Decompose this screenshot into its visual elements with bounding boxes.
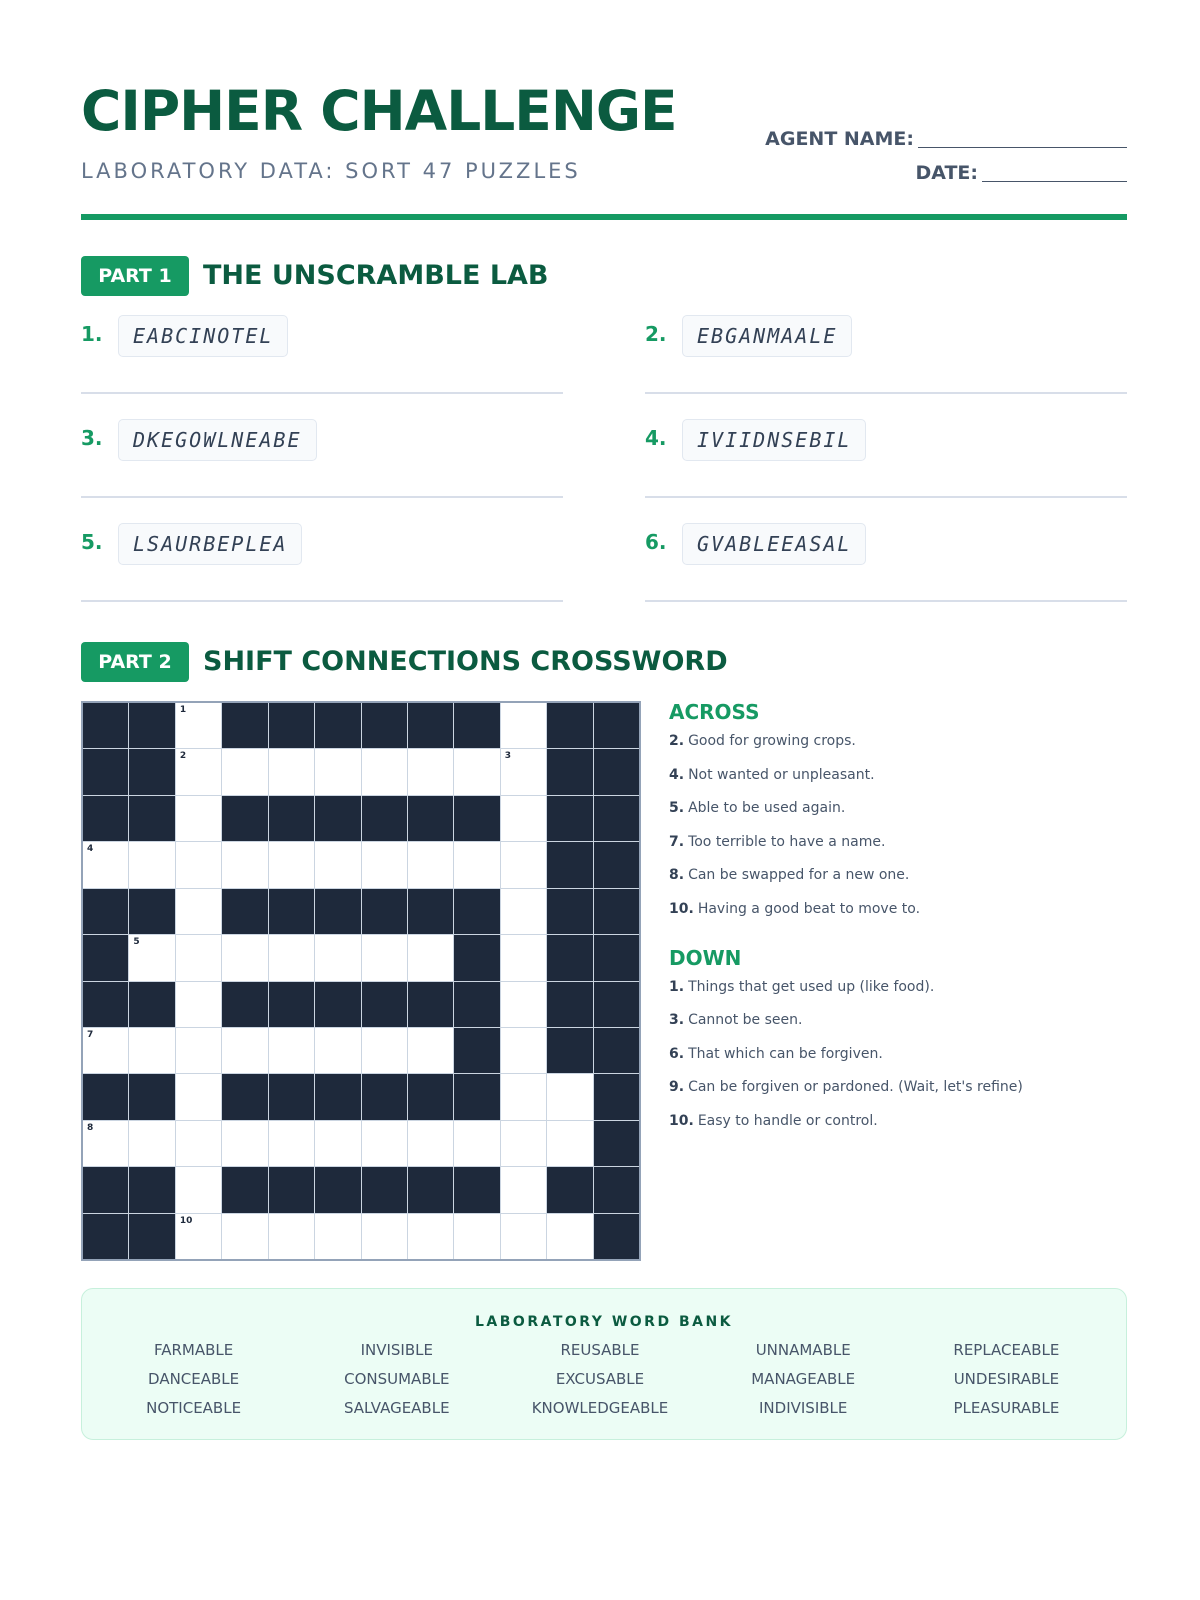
crossword-block xyxy=(83,703,128,748)
page-subtitle: LABORATORY DATA: SORT 47 PUZZLES xyxy=(81,159,581,183)
crossword-cell[interactable] xyxy=(315,935,360,980)
crossword-cell[interactable] xyxy=(362,842,407,887)
crossword-block xyxy=(315,1074,360,1119)
crossword-cell[interactable] xyxy=(269,1214,314,1259)
clue-text: Good for growing crops. xyxy=(688,733,856,749)
crossword-block xyxy=(83,889,128,934)
across-clue xyxy=(669,799,1149,817)
crossword-block xyxy=(454,935,499,980)
cell-number: 1 xyxy=(179,705,187,715)
date-label: DATE: xyxy=(915,162,978,184)
crossword-block xyxy=(269,982,314,1027)
crossword-block xyxy=(129,889,174,934)
down-clue xyxy=(669,1112,1149,1130)
word-bank-item: CONSUMABLE xyxy=(344,1370,450,1388)
clue-text: Things that get used up (like food). xyxy=(688,978,935,995)
crossword-block xyxy=(408,796,453,841)
crossword-cell[interactable] xyxy=(501,1028,546,1073)
agent-name-field[interactable] xyxy=(765,128,1127,150)
clue-text: Having a good beat to move to. xyxy=(697,900,921,917)
crossword-block xyxy=(129,749,174,794)
crossword-block xyxy=(315,889,360,934)
crossword-cell[interactable] xyxy=(222,842,267,887)
crossword-cell[interactable] xyxy=(83,1121,128,1166)
unscramble-item[interactable] xyxy=(645,416,1127,498)
clue-number: 4. xyxy=(669,766,685,783)
crossword-cell[interactable] xyxy=(501,703,546,748)
crossword-block xyxy=(269,1167,314,1212)
crossword-block xyxy=(594,1167,639,1212)
clue-number: 10. xyxy=(669,900,694,917)
down-clue xyxy=(669,1045,1149,1063)
crossword-cell[interactable] xyxy=(83,1028,128,1073)
crossword-cell[interactable] xyxy=(501,935,546,980)
crossword-block xyxy=(594,1121,639,1166)
crossword-block xyxy=(269,1074,314,1119)
word-bank-item: EXCUSABLE xyxy=(555,1370,645,1388)
crossword-cell[interactable] xyxy=(222,1028,267,1073)
crossword-cell[interactable] xyxy=(129,842,174,887)
crossword-cell[interactable] xyxy=(315,842,360,887)
clue-text: Not wanted or unpleasant. xyxy=(688,766,875,783)
item-number: 5. xyxy=(81,530,103,554)
crossword-block xyxy=(129,1167,174,1212)
crossword-block xyxy=(547,889,592,934)
crossword-cell[interactable] xyxy=(222,749,267,794)
across-clue xyxy=(669,866,1149,884)
crossword-cell[interactable] xyxy=(129,1121,174,1166)
part2-badge: PART 2 xyxy=(81,642,189,682)
crossword-block xyxy=(222,1167,267,1212)
crossword-cell[interactable] xyxy=(362,1214,407,1259)
crossword-block xyxy=(594,982,639,1027)
crossword-cell[interactable] xyxy=(454,842,499,887)
across-heading: ACROSS xyxy=(669,700,760,724)
crossword-cell[interactable] xyxy=(176,703,221,748)
crossword-block xyxy=(129,703,174,748)
crossword-block xyxy=(315,1167,360,1212)
crossword-block xyxy=(594,889,639,934)
crossword-cell[interactable] xyxy=(176,1214,221,1259)
clue-number: 5. xyxy=(669,800,685,816)
scrambled-word: EBGANMAALE xyxy=(682,315,852,357)
crossword-grid xyxy=(81,701,641,1261)
clue-number: 8. xyxy=(669,867,685,883)
clue-text: Can be swapped for a new one. xyxy=(688,867,910,883)
word-bank-item: REPLACEABLE xyxy=(953,1341,1060,1359)
crossword-cell[interactable] xyxy=(222,935,267,980)
word-bank-item: INDIVISIBLE xyxy=(759,1399,848,1417)
word-bank-item: SALVAGEABLE xyxy=(344,1399,450,1417)
across-clue xyxy=(669,732,1149,750)
crossword-cell[interactable] xyxy=(315,1121,360,1166)
crossword-block xyxy=(408,703,453,748)
date-field[interactable] xyxy=(915,162,1127,184)
crossword-block xyxy=(315,796,360,841)
word-bank-item: INVISIBLE xyxy=(360,1341,433,1359)
across-clue xyxy=(669,766,1149,784)
crossword-block xyxy=(83,935,128,980)
unscramble-item[interactable] xyxy=(81,312,563,394)
crossword-cell[interactable] xyxy=(176,796,221,841)
clue-number: 7. xyxy=(669,833,685,850)
item-number: 2. xyxy=(645,322,667,346)
crossword-block xyxy=(362,889,407,934)
crossword-block xyxy=(269,889,314,934)
crossword-block xyxy=(315,982,360,1027)
crossword-block xyxy=(547,703,592,748)
cell-number: 10 xyxy=(179,1215,193,1226)
crossword-block xyxy=(547,982,592,1027)
crossword-block xyxy=(222,796,267,841)
crossword-cell[interactable] xyxy=(501,749,546,794)
crossword-block xyxy=(408,982,453,1027)
worksheet-header xyxy=(81,80,1127,222)
word-bank-item: DANCEABLE xyxy=(148,1370,240,1388)
crossword-cell[interactable] xyxy=(269,935,314,980)
crossword-block xyxy=(454,703,499,748)
unscramble-item[interactable] xyxy=(645,312,1127,394)
crossword-cell[interactable] xyxy=(362,749,407,794)
crossword-cell[interactable] xyxy=(454,1214,499,1259)
crossword-cell[interactable] xyxy=(176,935,221,980)
scrambled-word: EABCINOTEL xyxy=(118,315,288,357)
cell-number: 2 xyxy=(179,751,187,762)
crossword-cell[interactable] xyxy=(315,1028,360,1073)
clue-number: 1. xyxy=(669,978,685,995)
crossword-block xyxy=(454,982,499,1027)
crossword-block xyxy=(594,1074,639,1119)
crossword-block xyxy=(83,1214,128,1259)
crossword-cell[interactable] xyxy=(315,749,360,794)
unscramble-item[interactable] xyxy=(81,520,563,602)
crossword-cell[interactable] xyxy=(176,1028,221,1073)
clue-number: 6. xyxy=(669,1045,685,1062)
down-clue xyxy=(669,1011,1149,1029)
crossword-cell[interactable] xyxy=(176,749,221,794)
down-heading: DOWN xyxy=(669,945,742,970)
clue-text: Able to be used again. xyxy=(688,800,846,816)
item-number: 4. xyxy=(645,426,667,450)
clue-text: Can be forgiven or pardoned. (Wait, let's refine) xyxy=(688,1079,1023,1095)
crossword-block xyxy=(547,935,592,980)
crossword-cell[interactable] xyxy=(269,842,314,887)
clue-text: Easy to handle or control. xyxy=(697,1112,878,1129)
crossword-cell[interactable] xyxy=(408,749,453,794)
crossword-cell[interactable] xyxy=(454,1121,499,1166)
across-clue xyxy=(669,833,1149,851)
crossword-cell[interactable] xyxy=(269,1028,314,1073)
date-line[interactable] xyxy=(982,180,1127,182)
crossword-cell[interactable] xyxy=(129,935,174,980)
crossword-cell[interactable] xyxy=(547,1121,592,1166)
crossword-block xyxy=(594,1028,639,1073)
clue-text: That which can be forgiven. xyxy=(688,1045,883,1062)
crossword-block xyxy=(408,889,453,934)
crossword-block xyxy=(547,1167,592,1212)
clue-number: 3. xyxy=(669,1012,685,1028)
down-clue xyxy=(669,1078,1149,1096)
crossword-block xyxy=(547,796,592,841)
crossword-cell[interactable] xyxy=(176,982,221,1027)
crossword-cell[interactable] xyxy=(454,749,499,794)
scrambled-word: DKEGOWLNEABE xyxy=(118,419,317,461)
word-bank-item: MANAGEABLE xyxy=(751,1370,856,1388)
crossword-cell[interactable] xyxy=(408,1028,453,1073)
crossword-cell[interactable] xyxy=(501,1214,546,1259)
crossword-block xyxy=(454,1074,499,1119)
crossword-cell[interactable] xyxy=(129,1028,174,1073)
crossword-cell[interactable] xyxy=(547,1214,592,1259)
word-bank-item: UNDESIRABLE xyxy=(953,1370,1060,1388)
unscramble-list xyxy=(81,312,1127,602)
agent-name-label: AGENT NAME: xyxy=(765,128,914,150)
page-title: CIPHER CHALLENGE xyxy=(81,79,677,143)
unscramble-item[interactable] xyxy=(645,520,1127,602)
down-clues xyxy=(669,946,1149,1130)
crossword-block xyxy=(454,889,499,934)
crossword-cell[interactable] xyxy=(269,749,314,794)
crossword-block xyxy=(594,842,639,887)
cell-number: 3 xyxy=(504,751,512,762)
crossword-block xyxy=(222,982,267,1027)
across-clue xyxy=(669,900,1149,918)
crossword-cell[interactable] xyxy=(176,1074,221,1119)
crossword-block xyxy=(83,982,128,1027)
crossword-block xyxy=(362,1074,407,1119)
crossword-block xyxy=(594,749,639,794)
clue-number: 9. xyxy=(669,1079,685,1095)
cell-number: 8 xyxy=(87,1122,94,1133)
crossword-cell[interactable] xyxy=(501,1167,546,1212)
crossword-block xyxy=(594,703,639,748)
crossword-block xyxy=(547,749,592,794)
word-bank xyxy=(81,1288,1127,1440)
crossword-cell[interactable] xyxy=(362,1028,407,1073)
clue-number: 10. xyxy=(669,1112,694,1129)
word-bank-title: LABORATORY WORD BANK xyxy=(474,1314,734,1330)
crossword-cell[interactable] xyxy=(362,935,407,980)
unscramble-item[interactable] xyxy=(81,416,563,498)
crossword-block xyxy=(547,842,592,887)
crossword-block xyxy=(362,982,407,1027)
word-bank-item: NOTICEABLE xyxy=(146,1399,242,1417)
crossword-block xyxy=(454,796,499,841)
scrambled-word: GVABLEEASAL xyxy=(682,523,866,565)
scrambled-word: LSAURBEPLEA xyxy=(118,523,302,565)
crossword-cell[interactable] xyxy=(222,1121,267,1166)
crossword-block xyxy=(129,1214,174,1259)
crossword-block xyxy=(83,1074,128,1119)
clue-number: 2. xyxy=(669,733,685,749)
crossword-cell[interactable] xyxy=(501,842,546,887)
crossword-block xyxy=(362,1167,407,1212)
clue-text: Too terrible to have a name. xyxy=(688,833,886,850)
crossword-block xyxy=(129,982,174,1027)
word-bank-item: REUSABLE xyxy=(560,1341,640,1359)
word-bank-list xyxy=(92,1340,1108,1418)
crossword-block xyxy=(83,1167,128,1212)
part1-title: THE UNSCRAMBLE LAB xyxy=(203,260,549,291)
crossword-cell[interactable] xyxy=(176,1121,221,1166)
crossword-cell[interactable] xyxy=(501,796,546,841)
clue-text: Cannot be seen. xyxy=(688,1012,803,1028)
crossword-block xyxy=(362,703,407,748)
crossword-block xyxy=(408,1167,453,1212)
crossword-block xyxy=(362,796,407,841)
item-number: 6. xyxy=(645,530,667,554)
crossword-cell[interactable] xyxy=(408,935,453,980)
crossword-cell[interactable] xyxy=(501,889,546,934)
scrambled-word: IVIIDNSEBIL xyxy=(682,419,866,461)
cell-number: 7 xyxy=(87,1029,94,1040)
crossword-block xyxy=(222,703,267,748)
crossword-block xyxy=(594,935,639,980)
item-number: 3. xyxy=(81,426,103,450)
crossword-cell[interactable] xyxy=(176,842,221,887)
word-bank-item: UNNAMABLE xyxy=(755,1341,851,1359)
part1-badge: PART 1 xyxy=(81,256,189,296)
crossword-block xyxy=(269,796,314,841)
crossword-cell[interactable] xyxy=(269,1121,314,1166)
crossword-block xyxy=(408,1074,453,1119)
down-clue xyxy=(669,978,1149,996)
crossword-block xyxy=(315,703,360,748)
crossword-block xyxy=(454,1028,499,1073)
crossword-cell[interactable] xyxy=(408,842,453,887)
crossword-cell[interactable] xyxy=(362,1121,407,1166)
crossword-cell[interactable] xyxy=(408,1214,453,1259)
crossword-cell[interactable] xyxy=(176,889,221,934)
item-number: 1. xyxy=(81,322,103,346)
crossword-cell[interactable] xyxy=(501,982,546,1027)
word-bank-item: KNOWLEDGEABLE xyxy=(531,1399,669,1417)
crossword-block xyxy=(222,889,267,934)
crossword-block xyxy=(129,796,174,841)
crossword-block xyxy=(594,1214,639,1259)
crossword-cell[interactable] xyxy=(315,1214,360,1259)
part2-title: SHIFT CONNECTIONS CROSSWORD xyxy=(203,646,728,677)
crossword-block xyxy=(129,1074,174,1119)
crossword-block xyxy=(547,1028,592,1073)
crossword-cell[interactable] xyxy=(222,1214,267,1259)
crossword-cell[interactable] xyxy=(83,842,128,887)
cell-number: 5 xyxy=(133,937,140,948)
word-bank-item: FARMABLE xyxy=(153,1341,234,1359)
crossword-cell[interactable] xyxy=(408,1121,453,1166)
crossword-cell[interactable] xyxy=(501,1121,546,1166)
crossword-block xyxy=(269,703,314,748)
crossword-cell[interactable] xyxy=(547,1074,592,1119)
crossword-block xyxy=(454,1167,499,1212)
agent-name-line[interactable] xyxy=(918,146,1127,148)
crossword-block xyxy=(83,796,128,841)
word-bank-item: PLEASURABLE xyxy=(953,1399,1060,1417)
header-divider xyxy=(81,214,1127,220)
cell-number: 4 xyxy=(87,844,94,855)
crossword-block xyxy=(83,749,128,794)
clues-panel xyxy=(669,700,1149,1145)
crossword-cell[interactable] xyxy=(176,1167,221,1212)
crossword-block xyxy=(594,796,639,841)
crossword-block xyxy=(222,1074,267,1119)
crossword-cell[interactable] xyxy=(501,1074,546,1119)
